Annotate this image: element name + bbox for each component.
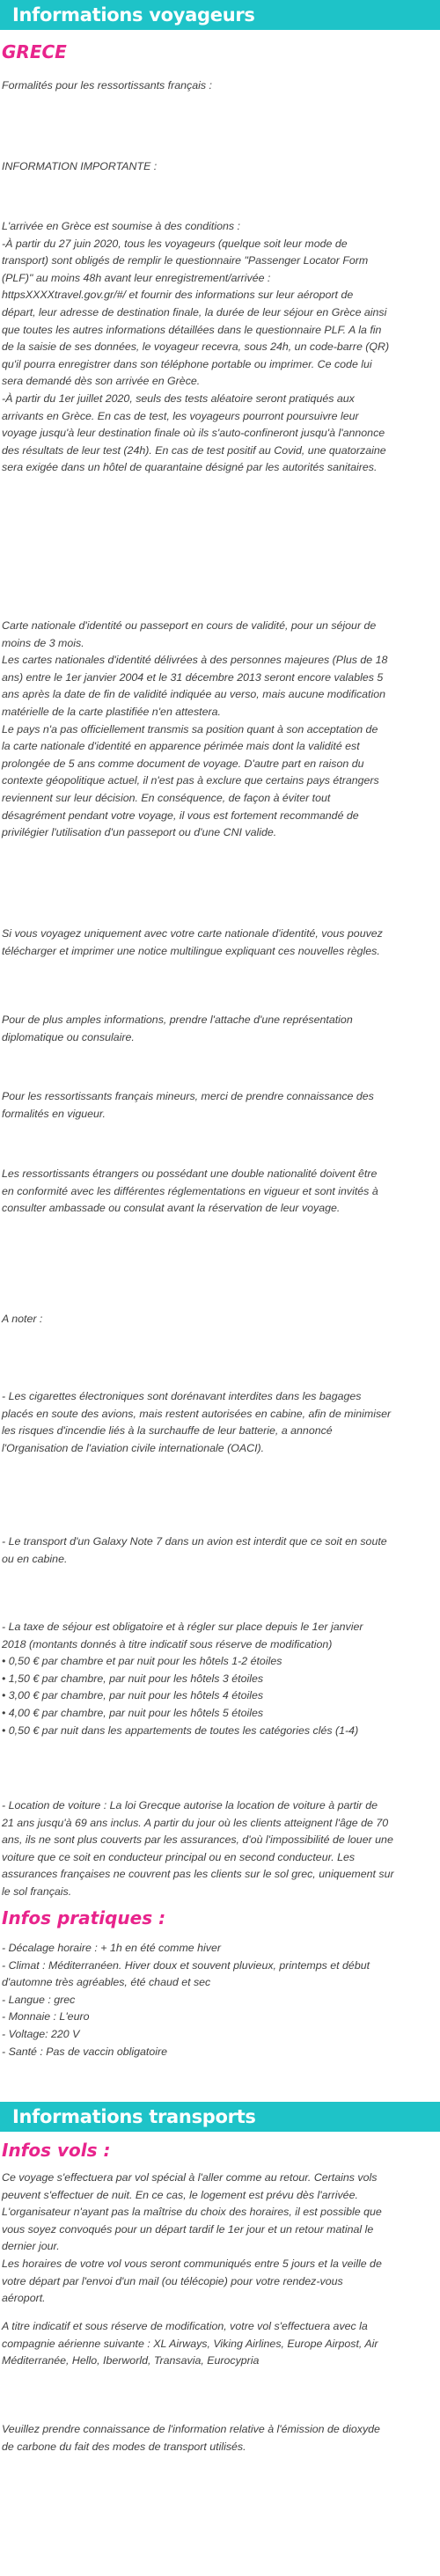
text-line: Les ressortissants étrangers ou possédant une double nationalité doivent être — [2, 1167, 378, 1180]
multilingual-notice — [2, 926, 436, 960]
text-line: • 0,50 € par chambre et par nuit pour les hôtels 1-2 étoiles — [2, 1655, 282, 1668]
text-line: L'arrivée en Grèce est soumise à des conditions : — [2, 220, 240, 232]
text-line: (PLF)" au moins 48h avant leur enregistrement/arrivée : — [2, 271, 271, 284]
text-line: - Langue : grec — [2, 1993, 76, 2006]
text-line: - Les cigarettes électroniques sont dorénavant interdites dans les bagages — [2, 1390, 362, 1402]
text-line: voyage jusqu'à leur destination finale où ils s'auto-confineront jusqu'à l'annonce — [2, 427, 385, 440]
text-line: Ce voyage s'effectuera par vol spécial à l'aller comme au retour. Certains vols — [2, 2171, 378, 2184]
text-line: - Le transport d'un Galaxy Note 7 dans un avion est interdit que ce soit en soute — [2, 1535, 387, 1548]
text-line: -À partir du 1er juillet 2020, seuls des tests aléatoire seront pratiqués aux — [2, 392, 355, 405]
text-line: placés en soute des avions, mais restent autorisées en cabine, afin de minimiser — [2, 1407, 392, 1420]
text-line: reviennent sur leur décision. En conséquence, de façon à éviter tout — [2, 791, 331, 804]
text-line: • 0,50 € par nuit dans les appartements de toutes les catégories clés (1-4) — [2, 1723, 359, 1737]
text-line: Pour les ressortissants français mineurs, merci de prendre connaissance des — [2, 1090, 374, 1102]
text-line: Si vous voyagez uniquement avec votre carte nationale d'identité, vous pouvez — [2, 927, 383, 940]
practical-info-title: Infos pratiques : — [2, 1907, 166, 1928]
text-line: - La taxe de séjour est obligatoire et à régler sur place depuis le 1er janvier — [2, 1621, 363, 1633]
text-line: Formalités pour les ressortissants français : — [2, 79, 212, 91]
text-line: voiture que ce soit en conducteur principal ou en second conducteur. Les — [2, 1850, 356, 1863]
text-line: Le pays n'a pas officiellement transmis sa position quant à son acceptation de — [2, 722, 378, 735]
more-info — [2, 1012, 436, 1046]
text-line: les risques d'incendie liés à la surchauffe de leur batterie, a annoncé — [2, 1424, 333, 1438]
text-line: vous soyez convoqués pour un départ tardif le 1er jour et un retour matinal le — [2, 2222, 374, 2236]
text-line: Carte nationale d'identité ou passeport en cours de validité, pour un séjour de — [2, 619, 377, 632]
galaxy-note-notice — [2, 1533, 436, 1568]
text-line: httpsXXXXtravel.gov.gr/#/ et fournir des informations sur leur aéroport de — [2, 289, 354, 302]
foreign-nationals — [2, 1166, 436, 1218]
text-line: désagrément pendant votre voyage, il vous est fortement recommandé de — [2, 809, 359, 822]
text-line: consulter ambassade ou consulat avant la réservation de leur voyage. — [2, 1202, 341, 1215]
text-line: qu'il pourra enregistrer dans son téléphone portable ou imprimer. Ce code lui — [2, 357, 372, 370]
travelers-info-header: Informations voyageurs — [0, 0, 440, 30]
text-line: la carte nationale d'identité en apparence périmée mais dont la validité est — [2, 740, 360, 753]
text-line: 21 ans jusqu'à 69 ans inclus. A partir du jour où les clients atteignent l'âge de 70 — [2, 1816, 389, 1829]
country-title: GRECE — [2, 41, 67, 62]
text-line: ans) entre le 1er janvier 2004 et le 31 décembre 2013 seront encore valables 5 — [2, 670, 384, 684]
e-cigarettes-notice — [2, 1388, 436, 1457]
text-line: aéroport. — [2, 2292, 46, 2305]
text-line: moins de 3 mois. — [2, 636, 84, 649]
formalities-intro — [2, 77, 436, 95]
text-line: matérielle de la carte plastifiée n'en attestera. — [2, 705, 221, 718]
important-info-label — [2, 158, 436, 176]
text-line: prolongée de 5 ans comme document de voyage. D'autre part en raison du — [2, 757, 364, 770]
flights-info-title: Infos vols : — [2, 2140, 111, 2161]
text-line: votre départ par l'envoi d'un mail (ou télécopie) pour votre rendez-vous — [2, 2274, 343, 2287]
text-line: L'organisateur n'ayant pas la maîtrise du choix des horaires, il est possible que — [2, 2206, 382, 2219]
text-line: formalités en vigueur. — [2, 1107, 106, 1120]
text-line: Pour de plus amples informations, prendre l'attache d'une représentation — [2, 1014, 353, 1026]
text-line: - Voltage: 220 V — [2, 2027, 80, 2040]
text-line: transport) sont obligés de remplir le questionnaire "Passenger Locator Form — [2, 254, 369, 267]
text-line: le sol français. — [2, 1884, 72, 1898]
text-line: d'automne très agréables, été chaud et sec — [2, 1976, 211, 1989]
text-line: dernier jour. — [2, 2240, 60, 2253]
text-line: • 1,50 € par chambre, par nuit pour les hôtels 3 étoiles — [2, 1672, 264, 1685]
text-line: • 3,00 € par chambre, par nuit pour les hôtels 4 étoiles — [2, 1689, 264, 1702]
text-line: des résultats de leur test (24h). En cas de test positif au Covid, une quatorzaine — [2, 443, 386, 457]
text-line: en conformité avec les différentes réglementations en vigueur et sont invités à — [2, 1184, 378, 1197]
text-line: Méditerranée, Hello, Iberworld, Transavia, Eurocypria — [2, 2354, 260, 2367]
text-line: INFORMATION IMPORTANTE : — [2, 160, 158, 172]
text-line: ans après la date de fin de validité indiquée au verso, mais aucune modification — [2, 688, 386, 701]
text-line: peuvent s'effectuer de nuit. En ce cas, le logement est prévu dès l'arrivée. — [2, 2188, 358, 2201]
text-line: Les horaires de votre vol vous seront communiqués entre 5 jours et la veille de — [2, 2257, 382, 2270]
text-line: -À partir du 27 juin 2020, tous les voyageurs (quelque soit leur mode de — [2, 237, 348, 250]
text-line: sera demandé dès son arrivée en Grèce. — [2, 375, 201, 388]
note-label — [2, 1311, 436, 1328]
text-line: arrivants en Grèce. En cas de test, les voyageurs pourront poursuivre leur — [2, 409, 359, 422]
entry-conditions — [2, 218, 436, 477]
text-line: départ, leur adresse de destination finale, la durée de leur séjour en Grèce ainsi — [2, 305, 387, 318]
text-line: compagnie aérienne suivante : XL Airways, Viking Airlines, Europe Airpost, Air — [2, 2337, 378, 2350]
text-line: l'Organisation de l'aviation civile internationale (OACI). — [2, 1441, 265, 1454]
text-line: 2018 (montants donnés à titre indicatif sous réserve de modification) — [2, 1637, 333, 1650]
text-line: Veuillez prendre connaissance de l'information relative à l'émission de dioxyde — [2, 2423, 380, 2435]
text-line: assurances françaises ne couvrent pas les clients sur le sol grec, uniquement sur — [2, 1868, 394, 1881]
text-line: A titre indicatif et sous réserve de modification, votre vol s'effectuera avec la — [2, 2320, 368, 2332]
co2-info — [2, 2421, 436, 2455]
id-card-requirements — [2, 618, 436, 842]
text-line: contexte géopolitique actuel, il n'est pas à exclure que certains pays étrangers — [2, 774, 379, 787]
text-line: - Location de voiture : La loi Grecque autorise la location de voiture à partir de — [2, 1799, 378, 1811]
airlines-info — [2, 2318, 436, 2370]
text-line: ou en cabine. — [2, 1552, 68, 1565]
text-line: Les cartes nationales d'identité délivrées à des personnes majeures (Plus de 18 — [2, 654, 388, 667]
minors-formalities — [2, 1088, 436, 1123]
text-line: A noter : — [2, 1313, 43, 1325]
text-line: - Décalage horaire : + 1h en été comme hiver — [2, 1942, 221, 1954]
text-line: ans, ils ne sont plus couverts par les assurances, d'où l'impossibilité de louer une — [2, 1833, 393, 1847]
text-line: télécharger et imprimer une notice multilingue expliquant ces nouvelles règles. — [2, 944, 380, 957]
car-rental — [2, 1797, 436, 1901]
text-line: que toutes les autres informations détaillées dans le questionnaire PLF. A la fin — [2, 323, 382, 336]
text-line: de carbone du fait des modes de transport utilisés. — [2, 2440, 246, 2453]
practical-info — [2, 1940, 436, 2060]
text-line: - Monnaie : L'euro — [2, 2010, 90, 2023]
text-line: sera exigée dans un hôtel de quarantaine désigné par les autorités sanitaires. — [2, 461, 378, 474]
text-line: - Climat : Méditerranéen. Hiver doux et souvent pluvieux, printemps et début — [2, 1958, 370, 1972]
text-line: de la saisie de ses données, le voyageur recevra, sous 24h, un code-barre (QR) — [2, 340, 390, 354]
text-line: diplomatique ou consulaire. — [2, 1030, 135, 1043]
text-line: privilégier l'utilisation d'un passeport ou d'une CNI valide. — [2, 826, 277, 839]
text-line: - Santé : Pas de vaccin obligatoire — [2, 2045, 168, 2058]
tourist-tax — [2, 1619, 436, 1739]
flights-info — [2, 2170, 436, 2308]
text-line: • 4,00 € par chambre, par nuit pour les hôtels 5 étoiles — [2, 1706, 264, 1719]
transport-info-header: Informations transports — [0, 2102, 440, 2132]
